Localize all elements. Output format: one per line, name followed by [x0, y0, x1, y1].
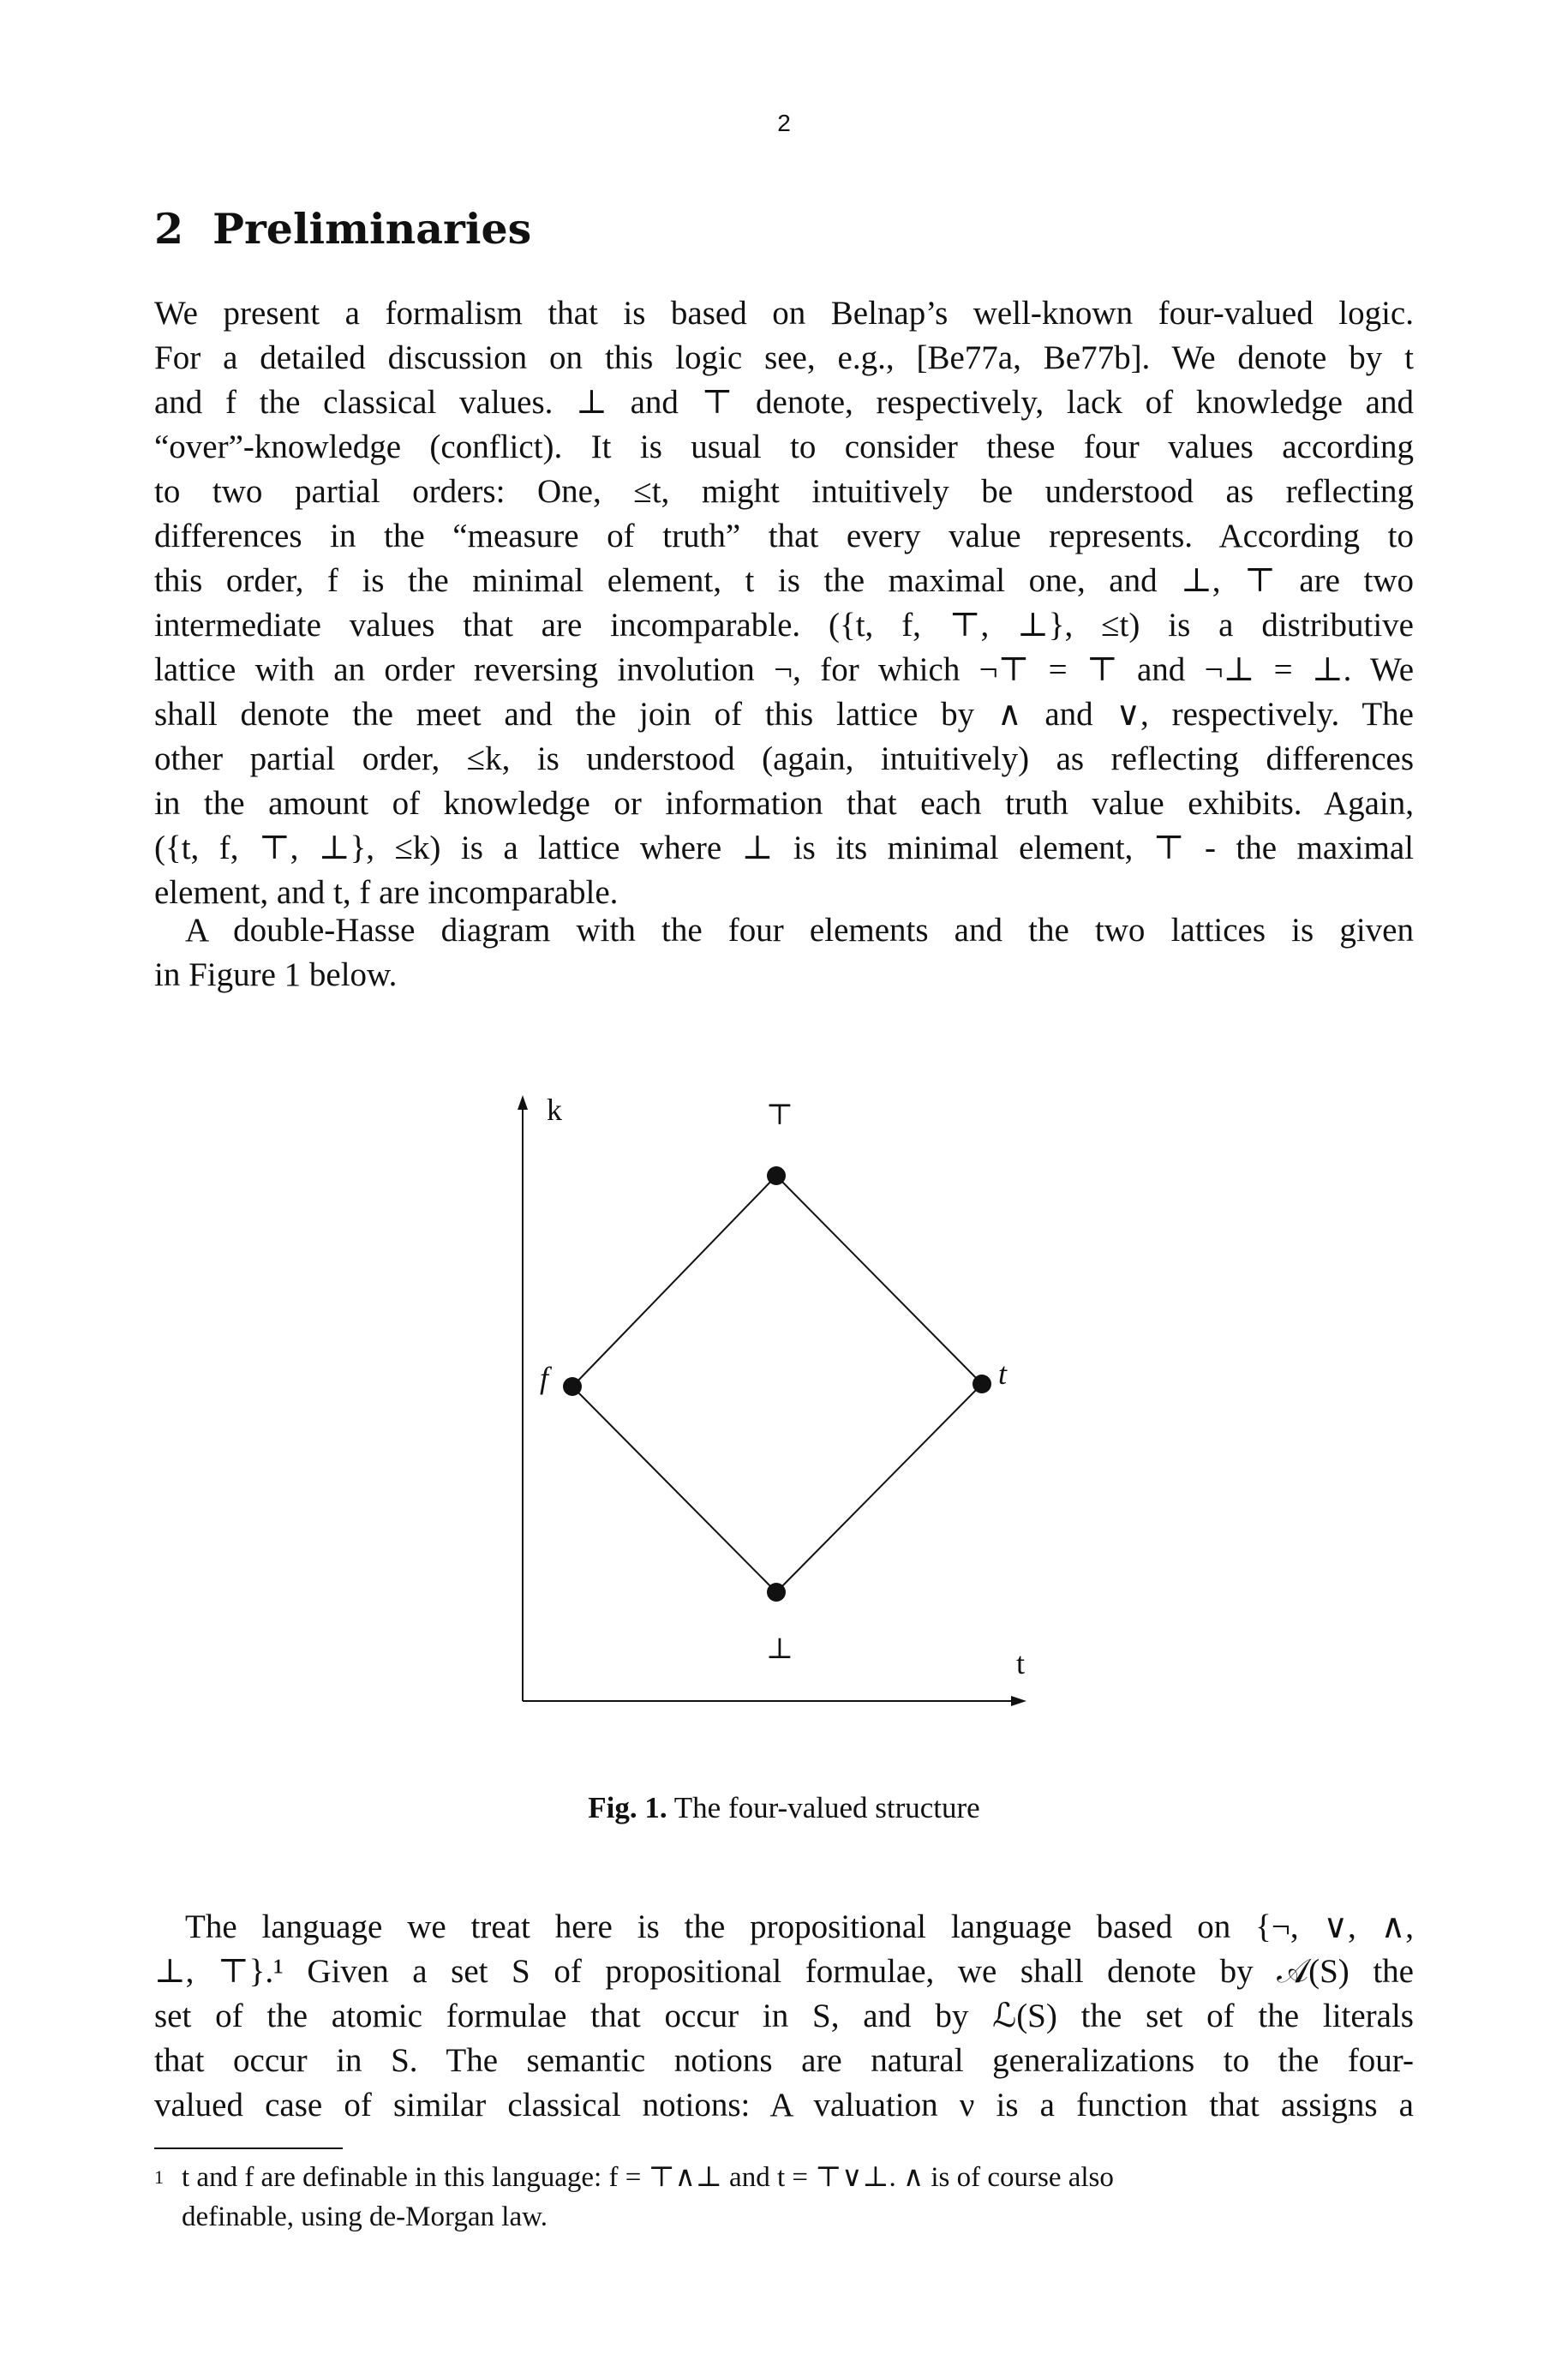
text-line: other partial order, ≤k, is understood (again, intuitively) as reflecting differences [154, 740, 1414, 777]
text-line: this order, f is the minimal element, t is the maximal one, and ⊥, ⊤ are two [154, 562, 1414, 599]
top-label: ⊤ [766, 1098, 793, 1132]
t-axis-arrowhead [1011, 1696, 1026, 1706]
node-f [563, 1377, 582, 1396]
text-line: differences in the “measure of truth” that every value represents. According to [154, 518, 1414, 554]
f-label: f [540, 1361, 549, 1395]
text-line: lattice with an order reversing involution ¬, for which ¬⊤ = ⊤ and ¬⊥ = ⊥. We [154, 651, 1414, 688]
text-line: that occur in S. The semantic notions are natural generalizations to the four- [154, 2042, 1414, 2079]
page-number: 2 [777, 110, 791, 136]
text-line: shall denote the meet and the join of this lattice by ∧ and ∨, respectively. The [154, 696, 1414, 733]
edge-left-bottom [572, 1387, 776, 1592]
text-line: ⊥, ⊤}.¹ Given a set S of propositional formulae, we shall denote by 𝒜(S) the [154, 1953, 1414, 1990]
axis-t-label: t [1016, 1646, 1026, 1680]
text-line: The language we treat here is the propositional language based on {¬, ∨, ∧, [185, 1908, 1414, 1945]
double-hasse-diagram [497, 1071, 1062, 1740]
edge-top-left [572, 1176, 776, 1387]
paragraph-belnap-logic [154, 291, 1414, 915]
text-line: and f the classical values. ⊥ and ⊤ denote, respectively, lack of knowledge and [154, 384, 1414, 421]
section-title: Preliminaries [212, 204, 532, 254]
paragraph-language [154, 1905, 1414, 2128]
footnote-rule [154, 2147, 343, 2149]
section-number: 2 [154, 204, 184, 254]
figure-caption [0, 1791, 1568, 1825]
node-t [973, 1375, 991, 1393]
text-line: ({t, f, ⊤, ⊥}, ≤k) is a lattice where ⊥ is its minimal element, ⊤ - the maximal [154, 830, 1414, 866]
text-line: element, and t, f are incomparable. [154, 874, 619, 911]
footnote-line: definable, using de-Morgan law. [182, 2201, 548, 2232]
text-line: For a detailed discussion on this logic see, e.g., [Be77a, Be77b]. We denote by t [154, 339, 1414, 376]
footnote-marker: 1 [154, 2166, 164, 2188]
text-line: set of the atomic formulae that occur in S, and by ℒ(S) the set of the literals [154, 1998, 1414, 2034]
text-line: to two partial orders: One, ≤t, might intuitively be understood as reflecting [154, 473, 1414, 510]
text-line: A double-Hasse diagram with the four elements and the two lattices is given [185, 912, 1414, 949]
k-axis-arrowhead [518, 1095, 528, 1110]
caption-text: The four-valued structure [673, 1791, 980, 1824]
section-heading [154, 204, 531, 254]
footnote [154, 2158, 1414, 2237]
text-line: intermediate values that are incomparable. ({t, f, ⊤, ⊥}, ≤t) is a distributive [154, 607, 1414, 644]
axis-k-label: k [547, 1093, 562, 1127]
text-line: in Figure 1 below. [154, 956, 398, 993]
node-bottom [767, 1583, 786, 1602]
text-line: in the amount of knowledge or information that each truth value exhibits. Again, [154, 785, 1414, 822]
text-line: We present a formalism that is based on Belnap’s well-known four-valued logic. [154, 295, 1414, 332]
edge-top-right [776, 1176, 982, 1384]
t-label: t [998, 1357, 1008, 1391]
text-line: valued case of similar classical notions: A valuation ν is a function that assigns a [154, 2087, 1414, 2123]
footnote-line: t and f are definable in this language: f = ⊤∧⊥ and t = ⊤∨⊥. ∧ is of course also [182, 2162, 1114, 2193]
text-line: “over”-knowledge (conflict). It is usual to consider these four values according [154, 428, 1414, 465]
caption-prefix: Fig. 1. [588, 1791, 667, 1824]
edge-right-bottom [776, 1384, 982, 1592]
node-top [767, 1166, 786, 1185]
bottom-label: ⊥ [766, 1632, 793, 1666]
paragraph-hasse-intro [154, 908, 1414, 997]
